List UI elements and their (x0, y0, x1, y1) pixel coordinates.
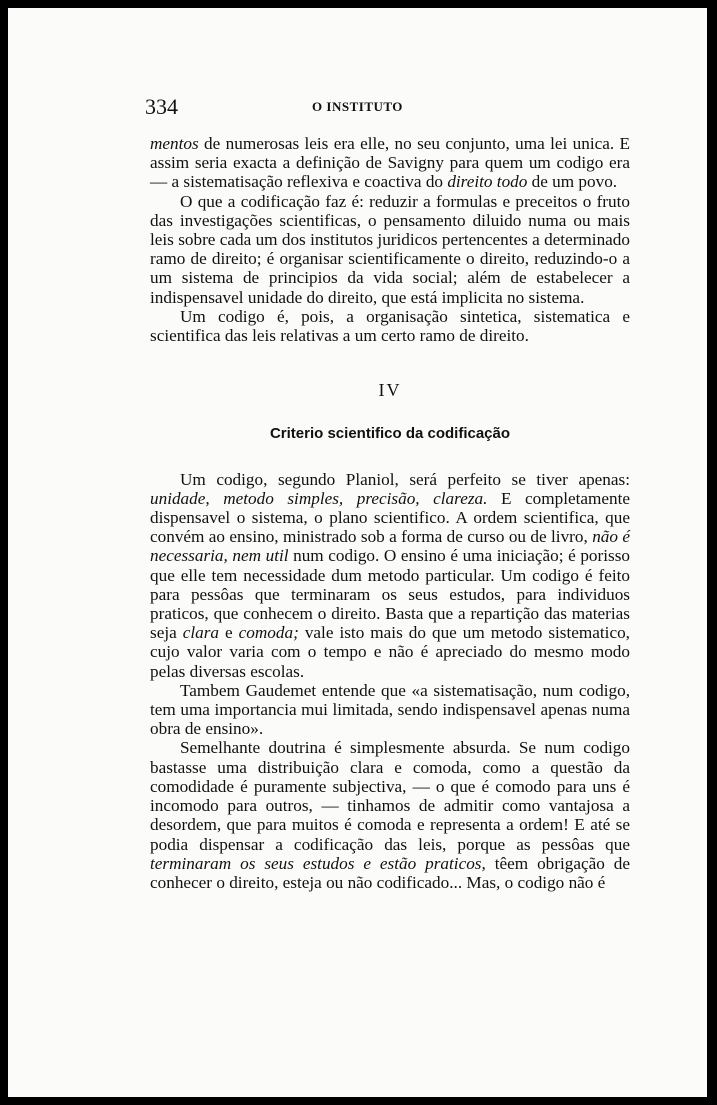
intro-paragraphs (150, 134, 630, 345)
text-run: Semelhante doutrina é simplesmente absurda. Se num codigo bastasse uma distribuição clara e comoda, como a questão da comodidade é puramente subjectiva, — o que é comodo para uns é incomodo para outros, — tinhamos de admitir como vantajosa a desordem, que para muitos é comoda e representa a ordem! E até se podia dispensar a codificação das leis, porque as pessôas que (150, 738, 630, 854)
body-text (150, 134, 630, 892)
text-run: de numerosas leis era elle, no seu conjunto, uma lei unica. E assim seria exacta a definição de Savigny para quem um codigo era — a sistematisação reflexiva e coactiva do (150, 134, 630, 192)
book-page (8, 8, 707, 1097)
text-run: Um codigo é, pois, a organisação sintetica, sistematica e scientifica das leis relativas a um certo ramo de direito. (150, 306, 630, 346)
text-run: num codigo. O ensino é uma iniciação; é porisso que elle tem necessidade dum metodo particular. Um codigo é feito para pessôas que terminaram os seus estudos, para individuos praticos, que conhecem o direito. Basta que a repartição das materias seja (150, 546, 630, 643)
text-run: vale isto mais do que um metodo sistematico, cujo valor varia com o tempo e não é apreciado do mesmo modo pelas diversas escolas. (150, 623, 630, 681)
text-run: E completamente dispensavel o sistema, o plano scientifico. A ordem scientifica, que convém ao ensino, ministrado sob a forma de curso ou de livro, (150, 488, 630, 547)
italic-text: unidade, metodo simples, precisão, clareza. (150, 488, 488, 508)
paragraph (150, 681, 630, 739)
page-header (8, 94, 707, 124)
section-paragraphs (150, 470, 630, 892)
paragraph (150, 192, 630, 307)
text-run: e (219, 623, 239, 643)
text-run: Um codigo, segundo Planiol, será perfeito se tiver apenas: (180, 469, 630, 489)
italic-text: direito todo (447, 172, 528, 192)
paragraph (150, 470, 630, 681)
page-number: 334 (145, 94, 178, 119)
italic-text: mentos (150, 134, 199, 153)
text-run: de um povo. (527, 172, 618, 192)
section-numeral: IV (378, 380, 402, 401)
text-run: Tambem Gaudemet entende que «a sistematisação, num codigo, tem uma importancia mui limitada, sendo indispensavel apenas numa obra de ensino». (150, 680, 630, 739)
running-title: O INSTITUTO (312, 99, 403, 114)
text-run: O que a codificação faz é: reduzir a formulas e preceitos o fruto das investigações scientificas, o pensamento diluido numa ou mais leis sobre cada um dos institutos juridicos pertencentes a determinado ramo de direito; é organisar scientificamente o direito, reduzindo-o a um sistema de principios da vida social; além de estabelecer a indispensavel unidade do direito, que está implicita no sistema. (150, 191, 630, 307)
section-title: Criterio scientifico da codificação (269, 425, 511, 443)
paragraph (150, 307, 630, 345)
paragraph (150, 134, 630, 192)
italic-text: clara (182, 623, 220, 643)
italic-text: não é necessaria, nem util (150, 527, 630, 566)
paragraph (150, 738, 630, 892)
italic-text: comoda; (238, 623, 299, 643)
text-run: têem obrigação de conhecer o direito, esteja ou não codificado... Mas, o codigo não é (150, 853, 630, 892)
italic-text: terminaram os seus estudos e estão praticos, (150, 853, 486, 873)
